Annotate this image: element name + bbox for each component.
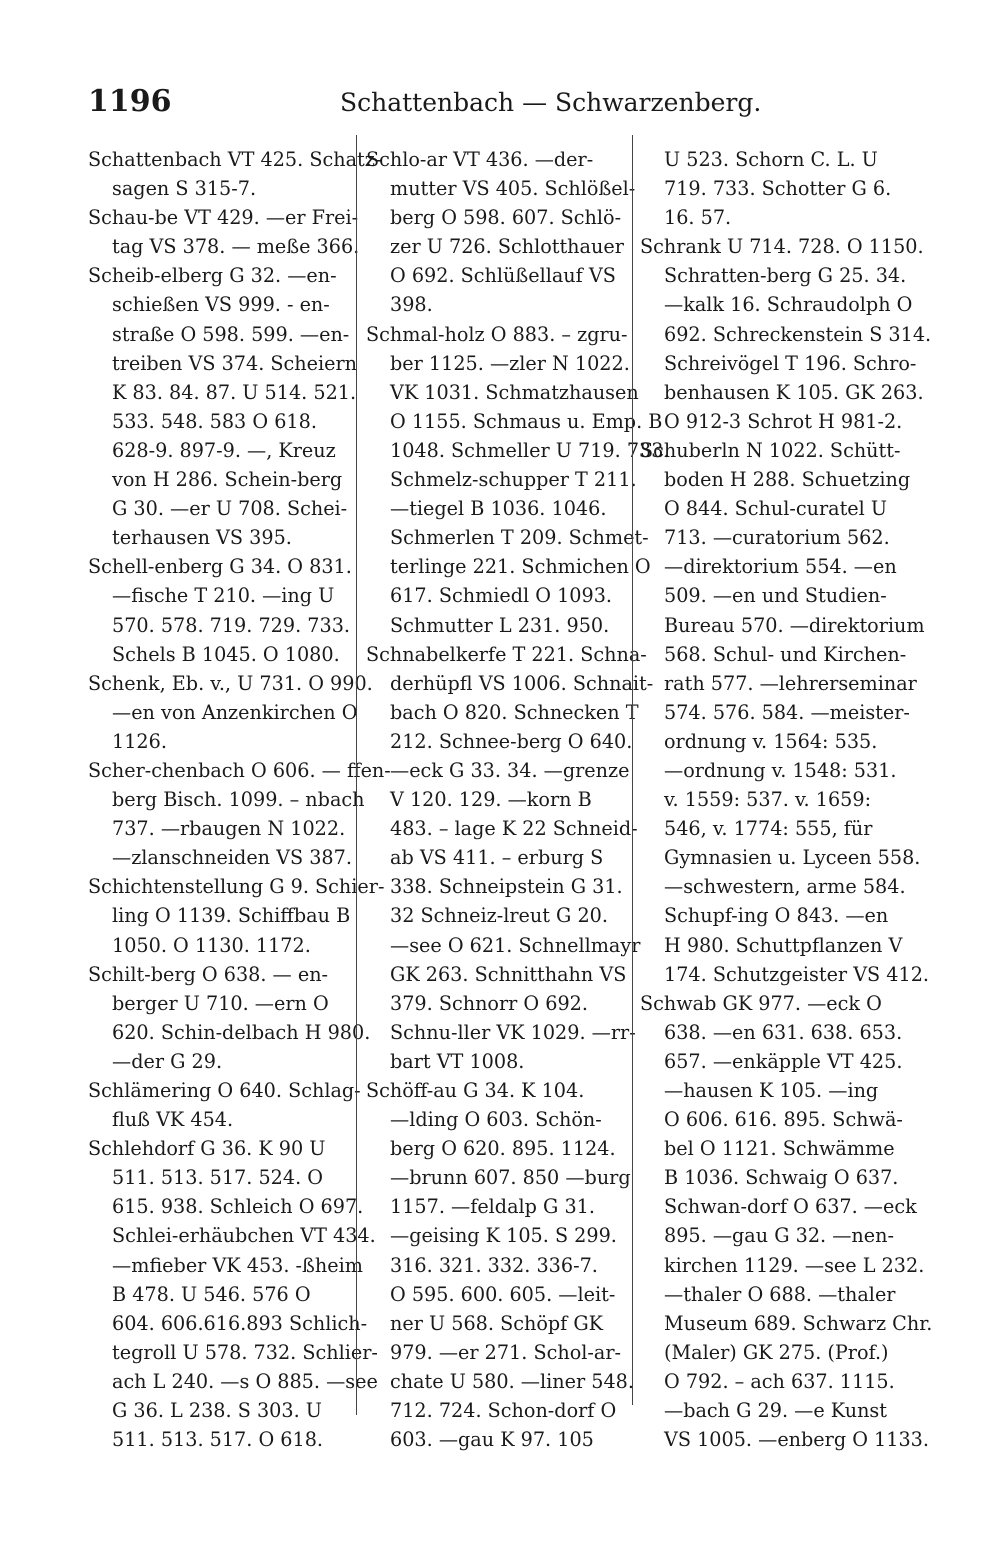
index-line: 895. —gau G 32. —nen- xyxy=(664,1224,894,1248)
index-line: kirchen 1129. —see L 232. xyxy=(664,1253,925,1277)
index-line: 713. —curatorium 562. xyxy=(664,526,890,550)
index-line: berg O 620. 895. 1124. xyxy=(390,1137,616,1161)
index-line: 979. —er 271. Schol-ar- xyxy=(390,1340,621,1364)
index-line: ling O 1139. Schiffbau B xyxy=(112,904,351,928)
index-line: K 83. 84. 87. U 514. 521. xyxy=(112,380,357,404)
index-line: —kalk 16. Schraudolph O xyxy=(664,293,913,317)
index-line: 712. 724. Schon-dorf O xyxy=(390,1399,617,1423)
index-line: —tiegel B 1036. 1046. xyxy=(390,497,607,521)
index-line: 603. —gau K 97. 105 xyxy=(390,1428,594,1452)
index-line: Schau-be VT 429. —er Frei- xyxy=(88,206,359,230)
index-line: Schmerlen T 209. Schmet- xyxy=(390,526,649,550)
index-line: 483. – lage K 22 Schneid- xyxy=(390,817,638,841)
index-line: G 36. L 238. S 303. U xyxy=(112,1399,322,1423)
index-line: chate U 580. —liner 548. xyxy=(390,1369,634,1393)
index-line: tegroll U 578. 732. Schlier- xyxy=(112,1340,378,1364)
index-line: Schilt-berg O 638. — en- xyxy=(88,962,329,986)
index-line: benhausen K 105. GK 263. xyxy=(664,380,924,404)
index-line: 533. 548. 583 O 618. xyxy=(112,409,317,433)
index-line: —ordnung v. 1548: 531. xyxy=(664,758,897,782)
index-line: —eck G 33. 34. —grenze xyxy=(390,758,630,782)
index-line: 719. 733. Schotter G 6. xyxy=(664,177,892,201)
index-line: (Maler) GK 275. (Prof.) xyxy=(664,1340,889,1364)
index-line: bach O 820. Schnecken T xyxy=(390,700,639,724)
index-line: 737. —rbaugen N 1022. xyxy=(112,817,346,841)
index-line: Schmal-holz O 883. – zgru- xyxy=(366,322,628,346)
index-line: —direktorium 554. —en xyxy=(664,555,897,579)
index-line: Schenk, Eb. v., U 731. O 990. xyxy=(88,671,373,695)
index-line: Schuberln N 1022. Schütt- xyxy=(640,438,901,462)
index-line: 692. Schreckenstein S 314. xyxy=(664,322,932,346)
index-line: G 30. —er U 708. Schei- xyxy=(112,497,348,521)
index-line: v. 1559: 537. v. 1659: xyxy=(664,788,872,812)
index-line: 1157. —feldalp G 31. xyxy=(390,1195,595,1219)
index-line: Schwab GK 977. —eck O xyxy=(640,991,882,1015)
index-line: 316. 321. 332. 336-7. xyxy=(390,1253,598,1277)
index-line: Schmutter L 231. 950. xyxy=(390,613,610,637)
index-line: Museum 689. Schwarz Chr. xyxy=(664,1311,933,1335)
index-line: sagen S 315-7. xyxy=(112,177,257,201)
index-line: Schlei-erhäubchen VT 434. xyxy=(112,1224,376,1248)
index-line: 511. 513. 517. 524. O xyxy=(112,1166,324,1190)
index-line: 620. Schin-delbach H 980. xyxy=(112,1020,371,1044)
index-line: berg Bisch. 1099. – nbach xyxy=(112,788,365,812)
index-line: —zlanschneiden VS 387. xyxy=(112,846,352,870)
column-divider xyxy=(632,135,633,1405)
index-line: —thaler O 688. —thaler xyxy=(664,1282,896,1306)
index-line: 509. —en und Studien- xyxy=(664,584,887,608)
index-line: ordnung v. 1564: 535. xyxy=(664,729,878,753)
index-line: —mfieber VK 453. -ßheim xyxy=(112,1253,363,1277)
index-line: Schratten-berg G 25. 34. xyxy=(664,264,907,288)
index-line: 174. Schutzgeister VS 412. xyxy=(664,962,930,986)
index-line: Schlo-ar VT 436. —der- xyxy=(366,148,594,171)
index-line: —geising K 105. S 299. xyxy=(390,1224,617,1248)
index-line: Schnabelkerfe T 221. Schna- xyxy=(366,642,647,666)
index-line: Schrank U 714. 728. O 1150. xyxy=(640,235,924,259)
index-line: ber 1125. —zler N 1022. xyxy=(390,351,630,375)
index-column-1 xyxy=(88,145,391,1454)
index-line: —der G 29. xyxy=(112,1049,223,1073)
index-line: fluß VK 454. xyxy=(112,1108,234,1132)
index-line: 638. —en 631. 638. 653. xyxy=(664,1020,903,1044)
index-line: —fische T 210. —ing U xyxy=(112,584,335,608)
index-line: zer U 726. Schlotthauer xyxy=(390,235,624,259)
index-line: O 692. Schlüßellauf VS xyxy=(390,264,616,288)
index-line: 546, v. 1774: 555, für xyxy=(664,817,873,841)
index-line: 16. 57. xyxy=(664,206,732,230)
index-line: Schichtenstellung G 9. Schier- xyxy=(88,875,385,899)
column-divider xyxy=(356,135,357,1415)
index-line: 657. —enkäpple VT 425. xyxy=(664,1049,903,1073)
index-line: —see O 621. Schnellmayr xyxy=(390,933,641,957)
index-line: 574. 576. 584. —meister- xyxy=(664,700,910,724)
index-line: treiben VS 374. Scheiern xyxy=(112,351,358,375)
index-line: ab VS 411. – erburg S xyxy=(390,846,604,870)
index-line: derhüpfl VS 1006. Schnait- xyxy=(390,671,654,695)
index-line: 511. 513. 517. O 618. xyxy=(112,1428,324,1452)
index-line: V 120. 129. —korn B xyxy=(390,788,592,812)
index-line: Schnu-ller VK 1029. —rr- xyxy=(390,1020,636,1044)
index-line: Schlehdorf G 36. K 90 U xyxy=(88,1137,326,1161)
index-column-3 xyxy=(640,145,933,1454)
index-line: Schupf-ing O 843. —en xyxy=(664,904,889,928)
index-line: Scher-chenbach O 606. — ffen- xyxy=(88,758,391,782)
index-line: —lding O 603. Schön- xyxy=(390,1108,602,1132)
index-line: Schreivögel T 196. Schro- xyxy=(664,351,917,375)
running-head: Schattenbach — Schwarzenberg. xyxy=(340,88,762,117)
index-line: straße O 598. 599. —en- xyxy=(112,322,350,346)
index-line: berg O 598. 607. Schlö- xyxy=(390,206,622,230)
index-line: Scheib-elberg G 32. —en- xyxy=(88,264,337,288)
index-line: O 595. 600. 605. —leit- xyxy=(390,1282,616,1306)
index-line: O 912-3 Schrot H 981-2. xyxy=(664,409,903,433)
index-line: 568. Schul- und Kirchen- xyxy=(664,642,907,666)
index-line: 1050. O 1130. 1172. xyxy=(112,933,311,957)
index-line: Schels B 1045. O 1080. xyxy=(112,642,340,666)
index-line: rath 577. —lehrerseminar xyxy=(664,671,917,695)
index-line: —bach G 29. —e Kunst xyxy=(664,1399,887,1423)
index-line: 615. 938. Schleich O 697. xyxy=(112,1195,364,1219)
index-line: GK 263. Schnitthahn VS xyxy=(390,962,627,986)
index-line: Bureau 570. —direktorium xyxy=(664,613,925,637)
index-line: 1048. Schmeller U 719. 733. xyxy=(390,438,670,462)
index-line: berger U 710. —ern O xyxy=(112,991,329,1015)
index-line: H 980. Schuttpflanzen V xyxy=(664,933,903,957)
index-line: Gymnasien u. Lyceen 558. xyxy=(664,846,921,870)
index-line: terlinge 221. Schmichen O xyxy=(390,555,651,579)
index-line: Schell-enberg G 34. O 831. xyxy=(88,555,352,579)
index-line: mutter VS 405. Schlößel- xyxy=(390,177,636,201)
index-line: Schmelz-schupper T 211. xyxy=(390,468,637,492)
index-line: 570. 578. 719. 729. 733. xyxy=(112,613,351,637)
index-line: O 792. – ach 637. 1115. xyxy=(664,1369,895,1393)
index-line: VK 1031. Schmatzhausen xyxy=(390,380,639,404)
index-line: O 606. 616. 895. Schwä- xyxy=(664,1108,903,1132)
index-line: VS 1005. —enberg O 1133. xyxy=(664,1428,929,1452)
index-line: ner U 568. Schöpf GK xyxy=(390,1311,604,1335)
index-line: 1126. xyxy=(112,729,167,753)
index-line: 604. 606.616.893 Schlich- xyxy=(112,1311,368,1335)
index-line: B 478. U 546. 576 O xyxy=(112,1282,311,1306)
index-line: Schwan-dorf O 637. —eck xyxy=(664,1195,917,1219)
index-line: Schattenbach VT 425. Schatz- xyxy=(88,148,382,171)
index-line: O 1155. Schmaus u. Emp. B xyxy=(390,409,663,433)
index-line: Schöff-au G 34. K 104. xyxy=(366,1079,585,1102)
index-line: 628-9. 897-9. —, Kreuz xyxy=(112,438,336,462)
index-line: —hausen K 105. —ing xyxy=(664,1079,879,1102)
index-line: 212. Schnee-berg O 640. xyxy=(390,729,633,753)
index-line: 379. Schnorr O 692. xyxy=(390,991,588,1015)
index-line: 32 Schneiz-lreut G 20. xyxy=(390,904,608,928)
index-line: U 523. Schorn C. L. U xyxy=(664,148,878,171)
index-column-2 xyxy=(366,145,670,1454)
index-line: —en von Anzenkirchen O xyxy=(112,700,358,724)
index-line: tag VS 378. — meße 366. xyxy=(112,235,360,259)
index-line: B 1036. Schwaig O 637. xyxy=(664,1166,899,1190)
index-line: Schlämering O 640. Schlag- xyxy=(88,1079,361,1102)
index-line: bel O 1121. Schwämme xyxy=(664,1137,895,1161)
index-line: 398. xyxy=(390,293,433,317)
index-line: ach L 240. —s O 885. —see xyxy=(112,1369,378,1393)
index-line: boden H 288. Schuetzing xyxy=(664,468,911,492)
index-line: terhausen VS 395. xyxy=(112,526,292,550)
index-line: —schwestern, arme 584. xyxy=(664,875,906,899)
index-line: O 844. Schul-curatel U xyxy=(664,497,888,521)
page-number: 1196 xyxy=(88,84,172,119)
index-line: schießen VS 999. - en- xyxy=(112,293,330,317)
index-line: von H 286. Schein-berg xyxy=(112,468,343,492)
index-line: —brunn 607. 850 —burg xyxy=(390,1166,631,1190)
index-line: 338. Schneipstein G 31. xyxy=(390,875,623,899)
index-line: bart VT 1008. xyxy=(390,1049,525,1073)
index-line: 617. Schmiedl O 1093. xyxy=(390,584,613,608)
